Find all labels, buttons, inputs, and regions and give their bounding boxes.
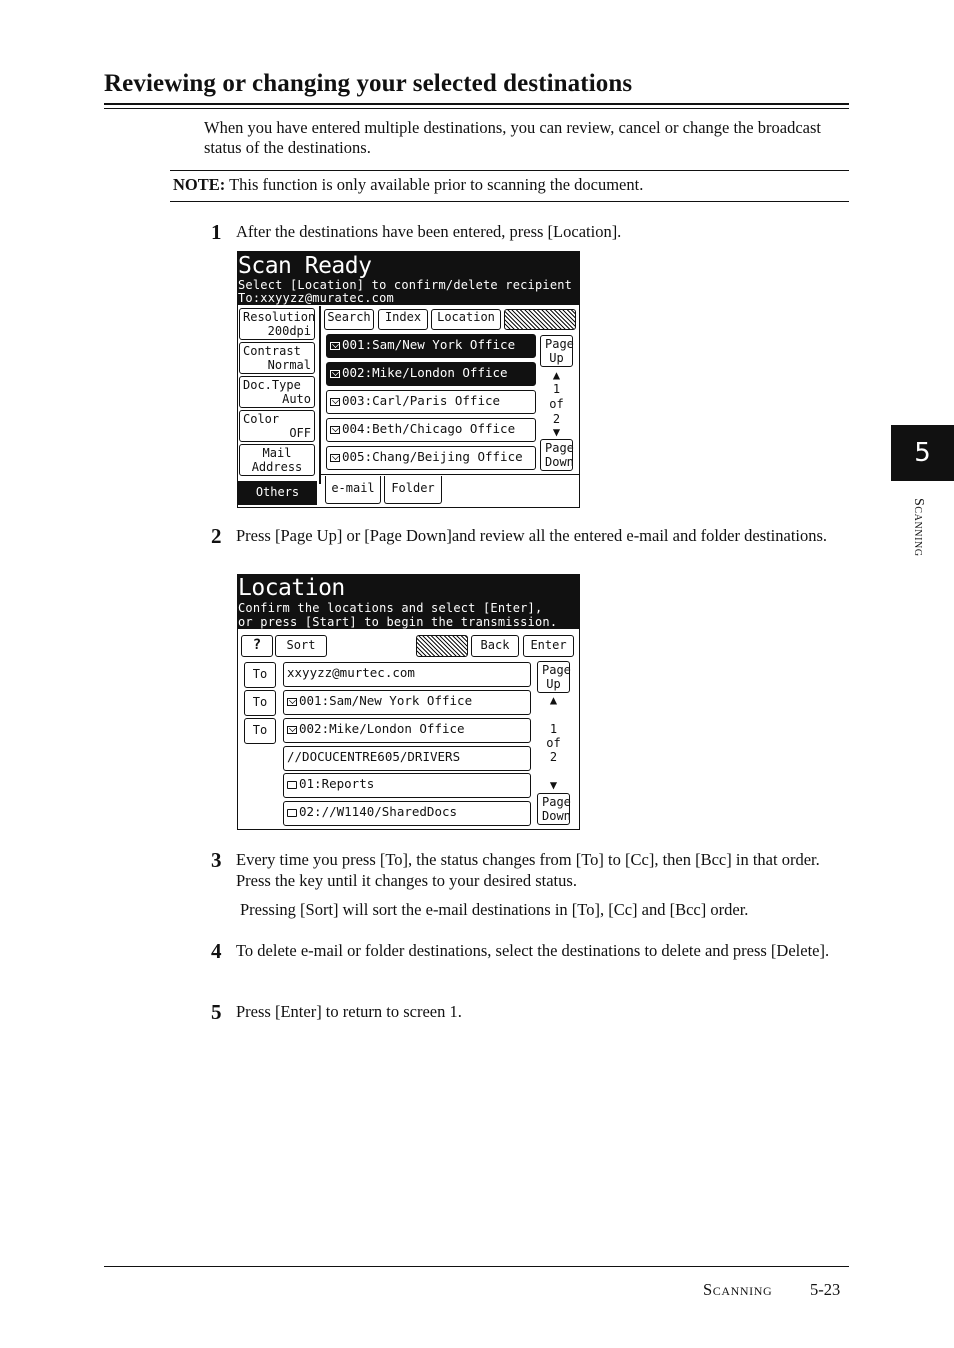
page-down-arrow-icon: ▼ [552, 425, 561, 439]
tab-rule [321, 474, 579, 475]
chapter-side-label [906, 498, 930, 598]
envelope-icon [330, 342, 340, 350]
contrast-setting[interactable] [239, 342, 315, 374]
step-text-4: To delete e-mail or folder destinations, select the destinations to delete and press [Delete]. [236, 941, 830, 960]
step-text-5: Press [Enter] to return to screen 1. [236, 1002, 462, 1021]
location-row[interactable] [283, 773, 531, 798]
step-number-4: 4 [211, 939, 222, 963]
envelope-icon [287, 698, 297, 706]
setting-label: Color [243, 412, 280, 426]
note-label: NOTE: [173, 175, 226, 194]
step-text-1: After the destinations have been entered, press [Location]. [236, 222, 622, 241]
screen-instruction: Select [Location] to confirm/delete recipient [238, 278, 573, 292]
setting-label: Contrast [243, 344, 301, 358]
destination-label: 001:Sam/New York Office [342, 337, 516, 352]
page-down-arrow-icon: ▼ [549, 778, 558, 792]
location-label: 01:Reports [299, 776, 375, 791]
scan-ready-screen [237, 251, 580, 508]
page-of: of [549, 397, 564, 411]
destination-row[interactable] [326, 362, 536, 386]
section-heading: Reviewing or changing your selected destinations [104, 70, 633, 97]
side-label-text: Scanning [911, 498, 926, 557]
enter-button[interactable]: Enter [523, 635, 574, 657]
location-label: 001:Sam/New York Office [299, 693, 473, 708]
page-down-button[interactable]: Page Down [540, 439, 573, 471]
setting-value: 200dpi [267, 324, 311, 338]
step-number-1: 1 [211, 220, 222, 244]
location-row[interactable] [283, 690, 531, 715]
page-up-arrow-icon: ▲ [549, 693, 558, 707]
location-screen [237, 574, 580, 830]
to-button[interactable]: To [244, 690, 276, 716]
others-button[interactable]: Others [238, 481, 317, 505]
setting-value: Normal [267, 358, 311, 372]
screen-title: Location [238, 575, 345, 601]
envelope-icon [330, 426, 340, 434]
step-number-3: 3 [211, 848, 222, 872]
destination-row[interactable] [326, 334, 536, 358]
location-row[interactable] [283, 718, 531, 743]
help-button[interactable]: ? [241, 635, 273, 657]
envelope-icon [330, 398, 340, 406]
page-number: 1 [549, 722, 558, 736]
screen-title: Scan Ready [238, 253, 372, 279]
location-label: 02://W1140/SharedDocs [299, 804, 458, 819]
search-tab[interactable]: Search [324, 309, 374, 330]
to-button[interactable]: To [244, 662, 276, 688]
page-up-button[interactable]: Page Up [540, 335, 573, 367]
page-total: 2 [552, 412, 561, 426]
footer-rule [104, 1266, 849, 1267]
email-tab[interactable]: e-mail [325, 476, 381, 504]
destination-label: 005:Chang/Beijing Office [342, 449, 523, 464]
screen-header [238, 252, 579, 305]
disabled-button [416, 635, 468, 657]
step-text-3: Every time you press [To], the status changes from [To] to [Cc], then [Bcc] in that order. Press the key until it changes to your desired status. [236, 850, 820, 890]
location-row[interactable] [283, 746, 531, 771]
screen-instruction-2: or press [Start] to begin the transmission. [238, 615, 558, 629]
page-down-button[interactable]: Page Down [537, 793, 570, 825]
envelope-icon [330, 454, 340, 462]
envelope-icon [287, 726, 297, 734]
screen-divider [319, 306, 321, 484]
mail-address-button[interactable]: Mail Address [239, 444, 315, 476]
resolution-setting[interactable] [239, 308, 315, 340]
setting-value: Auto [282, 392, 311, 406]
step-number-5: 5 [211, 1000, 222, 1024]
location-row[interactable] [283, 801, 531, 826]
setting-value: OFF [289, 426, 311, 440]
page-total: 2 [549, 750, 558, 764]
page-number: 1 [552, 382, 561, 396]
doc-type-setting[interactable] [239, 376, 315, 408]
step-text-3-extra: Pressing [Sort] will sort the e-mail destinations in [To], [Cc] and [Bcc] order. [240, 900, 749, 919]
destination-row[interactable] [326, 418, 536, 442]
footer-page-number: 5-23 [810, 1280, 841, 1299]
step-number-2: 2 [211, 524, 222, 548]
folder-tab[interactable]: Folder [384, 476, 442, 504]
location-label: xxyyzz@murtec.com [287, 665, 415, 680]
location-label: //DOCUCENTRE605/DRIVERS [287, 749, 461, 764]
folder-icon [287, 781, 297, 789]
location-tab[interactable]: Location [431, 309, 501, 330]
page-of: of [546, 736, 561, 750]
heading-rule-top [104, 103, 849, 105]
step-text-2: Press [Page Up] or [Page Down]and review all the entered e-mail and folder destinations. [236, 526, 828, 545]
footer-section: Scanning [703, 1280, 773, 1299]
back-button[interactable]: Back [471, 635, 519, 657]
page-up-button[interactable]: Page Up [537, 661, 570, 693]
location-row[interactable] [283, 662, 531, 687]
chapter-tab: 5 [891, 425, 954, 481]
destination-label: 002:Mike/London Office [342, 365, 508, 380]
to-button[interactable]: To [244, 718, 276, 744]
screen-recipient: To:xxyyzz@muratec.com [238, 291, 394, 305]
setting-label: Resolution [243, 310, 316, 324]
screen-instruction: Confirm the locations and select [Enter], [238, 601, 543, 615]
destination-label: 004:Beth/Chicago Office [342, 421, 516, 436]
page-up-arrow-icon: ▲ [552, 368, 561, 382]
color-setting[interactable] [239, 410, 315, 442]
note-text: This function is only available prior to scanning the document. [229, 175, 644, 194]
disabled-tab [504, 309, 576, 330]
intro-paragraph: When you have entered multiple destinations, you can review, cancel or change the broadcast status of the destinations. [204, 118, 821, 157]
sort-button[interactable]: Sort [275, 635, 327, 657]
screen-header [238, 575, 579, 629]
destination-label: 003:Carl/Paris Office [342, 393, 501, 408]
heading-rule-bottom [104, 108, 849, 109]
destination-row[interactable] [326, 390, 536, 414]
note [173, 175, 643, 195]
envelope-icon [330, 370, 340, 378]
location-label: 002:Mike/London Office [299, 721, 465, 736]
index-tab[interactable]: Index [378, 309, 428, 330]
folder-icon [287, 809, 297, 817]
destination-row[interactable] [326, 446, 536, 470]
setting-label: Doc.Type [243, 378, 301, 392]
